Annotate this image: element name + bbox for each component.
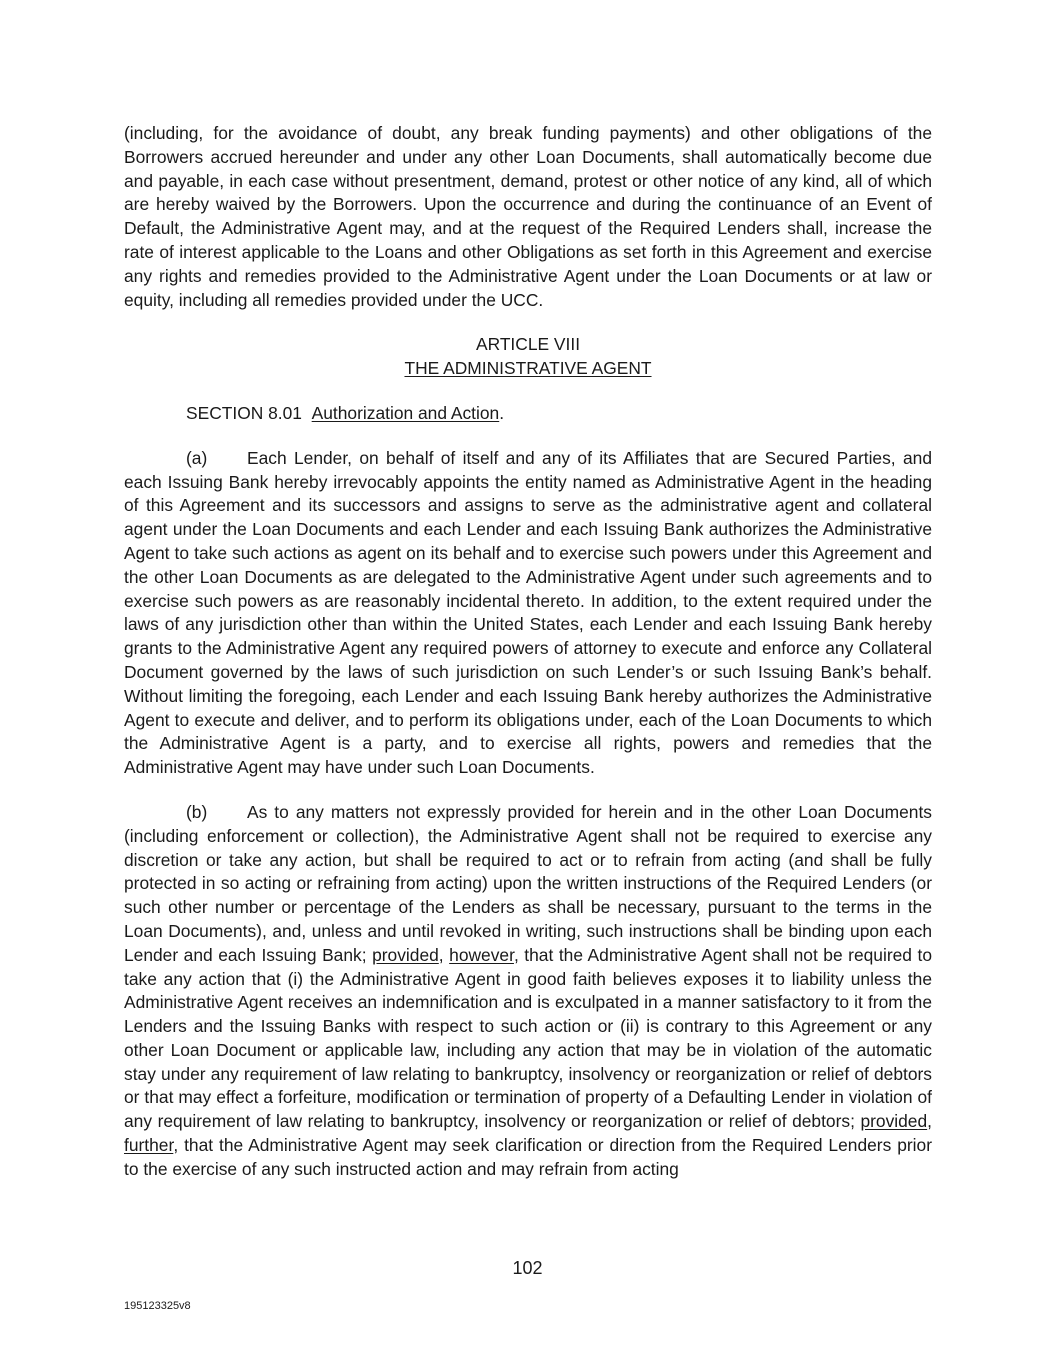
section-heading bbox=[124, 402, 932, 426]
subsection-a bbox=[124, 447, 932, 780]
subsection-a-label: (a) bbox=[186, 447, 208, 468]
section-number: SECTION 8.01 bbox=[186, 402, 302, 423]
subsection-b-text-2: , that the Administrative Agent shall not be required to take any action that (i) the Administrative Agent in good faith believes exposes it to liability unless the Administrative Agent receives an indemnification and is exculpated in a manner satisfactory to it from the Lenders and the Issuing Banks with respect to such action or (ii) is contrary to this Agreement or any other Loan Document or applicable law, including any action that may be in violation of the automatic stay under any requirement of law relating to bankruptcy, insolvency or reorganization or relief of debtors or that may effect a forfeiture, modification or termination of property of a Defaulting Lender in violation of any requirement of law relating to bankruptcy, insolvency or reorganization or relief of debtors; bbox=[124, 944, 932, 1132]
subsection-b-label: (b) bbox=[186, 801, 208, 822]
subsection-b-text-1: As to any matters not expressly provided for herein and in the other Loan Documents (including enforcement or collection), the Administrative Agent shall not be required to exercise any discretion or take any action, but shall be required to act or to refrain from acting (and shall be fully protected in so acting or refraining from acting) upon the written instructions of the Required Lenders (or such other number or percentage of the Lenders as shall be necessary, pursuant to the terms in the Loan Documents), and, unless and until revoked in writing, such instructions shall be binding upon each Lender and each Issuing Bank; bbox=[124, 801, 932, 965]
document-page bbox=[124, 122, 932, 1182]
page-number: 102 bbox=[512, 1258, 543, 1278]
article-number: ARTICLE VIII bbox=[475, 334, 581, 355]
proviso-however: however bbox=[449, 944, 514, 965]
subsection-a-text: Each Lender, on behalf of itself and any of its Affiliates that are Secured Parties, and each Issuing Bank hereby irrevocably appoints the entity named as Administrative Agent in the heading of this Agreement and its successors and assigns to serve as the administrative agent and collateral agent under the Loan Documents and each Lender and each Issuing Bank authorizes the Administrative Agent to take such actions as agent on its behalf and to exercise such powers under this Agreement and the other Loan Documents as are delegated to the Administrative Agent under such agreements and to exercise such powers as are reasonably incidental thereto. In addition, to the extent required under the laws of any jurisdiction other than within the United States, each Lender and each Issuing Bank hereby grants to the Administrative Agent any required powers of attorney to execute and enforce any Collateral Document governed by the laws of such jurisdiction on such Lender’s or such Issuing Bank’s behalf. Without limiting the foregoing, each Lender and each Issuing Bank hereby authorizes the Administrative Agent to execute and deliver, and to perform its obligations under, each of the Loan Documents to which the Administrative Agent is a party, and to exercise all rights, powers and remedies that the Administrative Agent may have under such Loan Documents. bbox=[124, 447, 932, 778]
document-id: 195123325v8 bbox=[124, 1300, 191, 1312]
subsection-b-text-3: , that the Administrative Agent may seek clarification or direction from the Required Lenders prior to the exercise of any such instructed action and may refrain from acting bbox=[124, 1135, 932, 1179]
section-title: Authorization and Action bbox=[311, 402, 500, 423]
opening-paragraph: (including, for the avoidance of doubt, any break funding payments) and other obligations of the Borrowers accrued hereunder and under any other Loan Documents, shall automatically become due and payable, in each case without presentment, demand, protest or other notice of any kind, all of which are hereby waived by the Borrowers. Upon the occurrence and during the continuance of an Event of Default, the Administrative Agent may, and at the request of the Required Lenders shall, increase the rate of interest applicable to the Loans and other Obligations as set forth in this Agreement and exercise any rights and remedies provided to the Administrative Agent under the Loan Documents or at law or equity, including all remedies provided under the UCC. bbox=[124, 123, 932, 310]
proviso-provided: provided bbox=[372, 944, 439, 965]
proviso-provided-2: provided bbox=[860, 1111, 928, 1132]
proviso-separator-2: , bbox=[927, 1111, 932, 1132]
subsection-b bbox=[124, 801, 932, 1182]
article-heading bbox=[124, 333, 932, 381]
article-title: THE ADMINISTRATIVE AGENT bbox=[404, 358, 652, 379]
proviso-separator: , bbox=[438, 944, 450, 965]
proviso-further: further bbox=[124, 1135, 174, 1156]
section-title-punct: . bbox=[499, 402, 505, 423]
